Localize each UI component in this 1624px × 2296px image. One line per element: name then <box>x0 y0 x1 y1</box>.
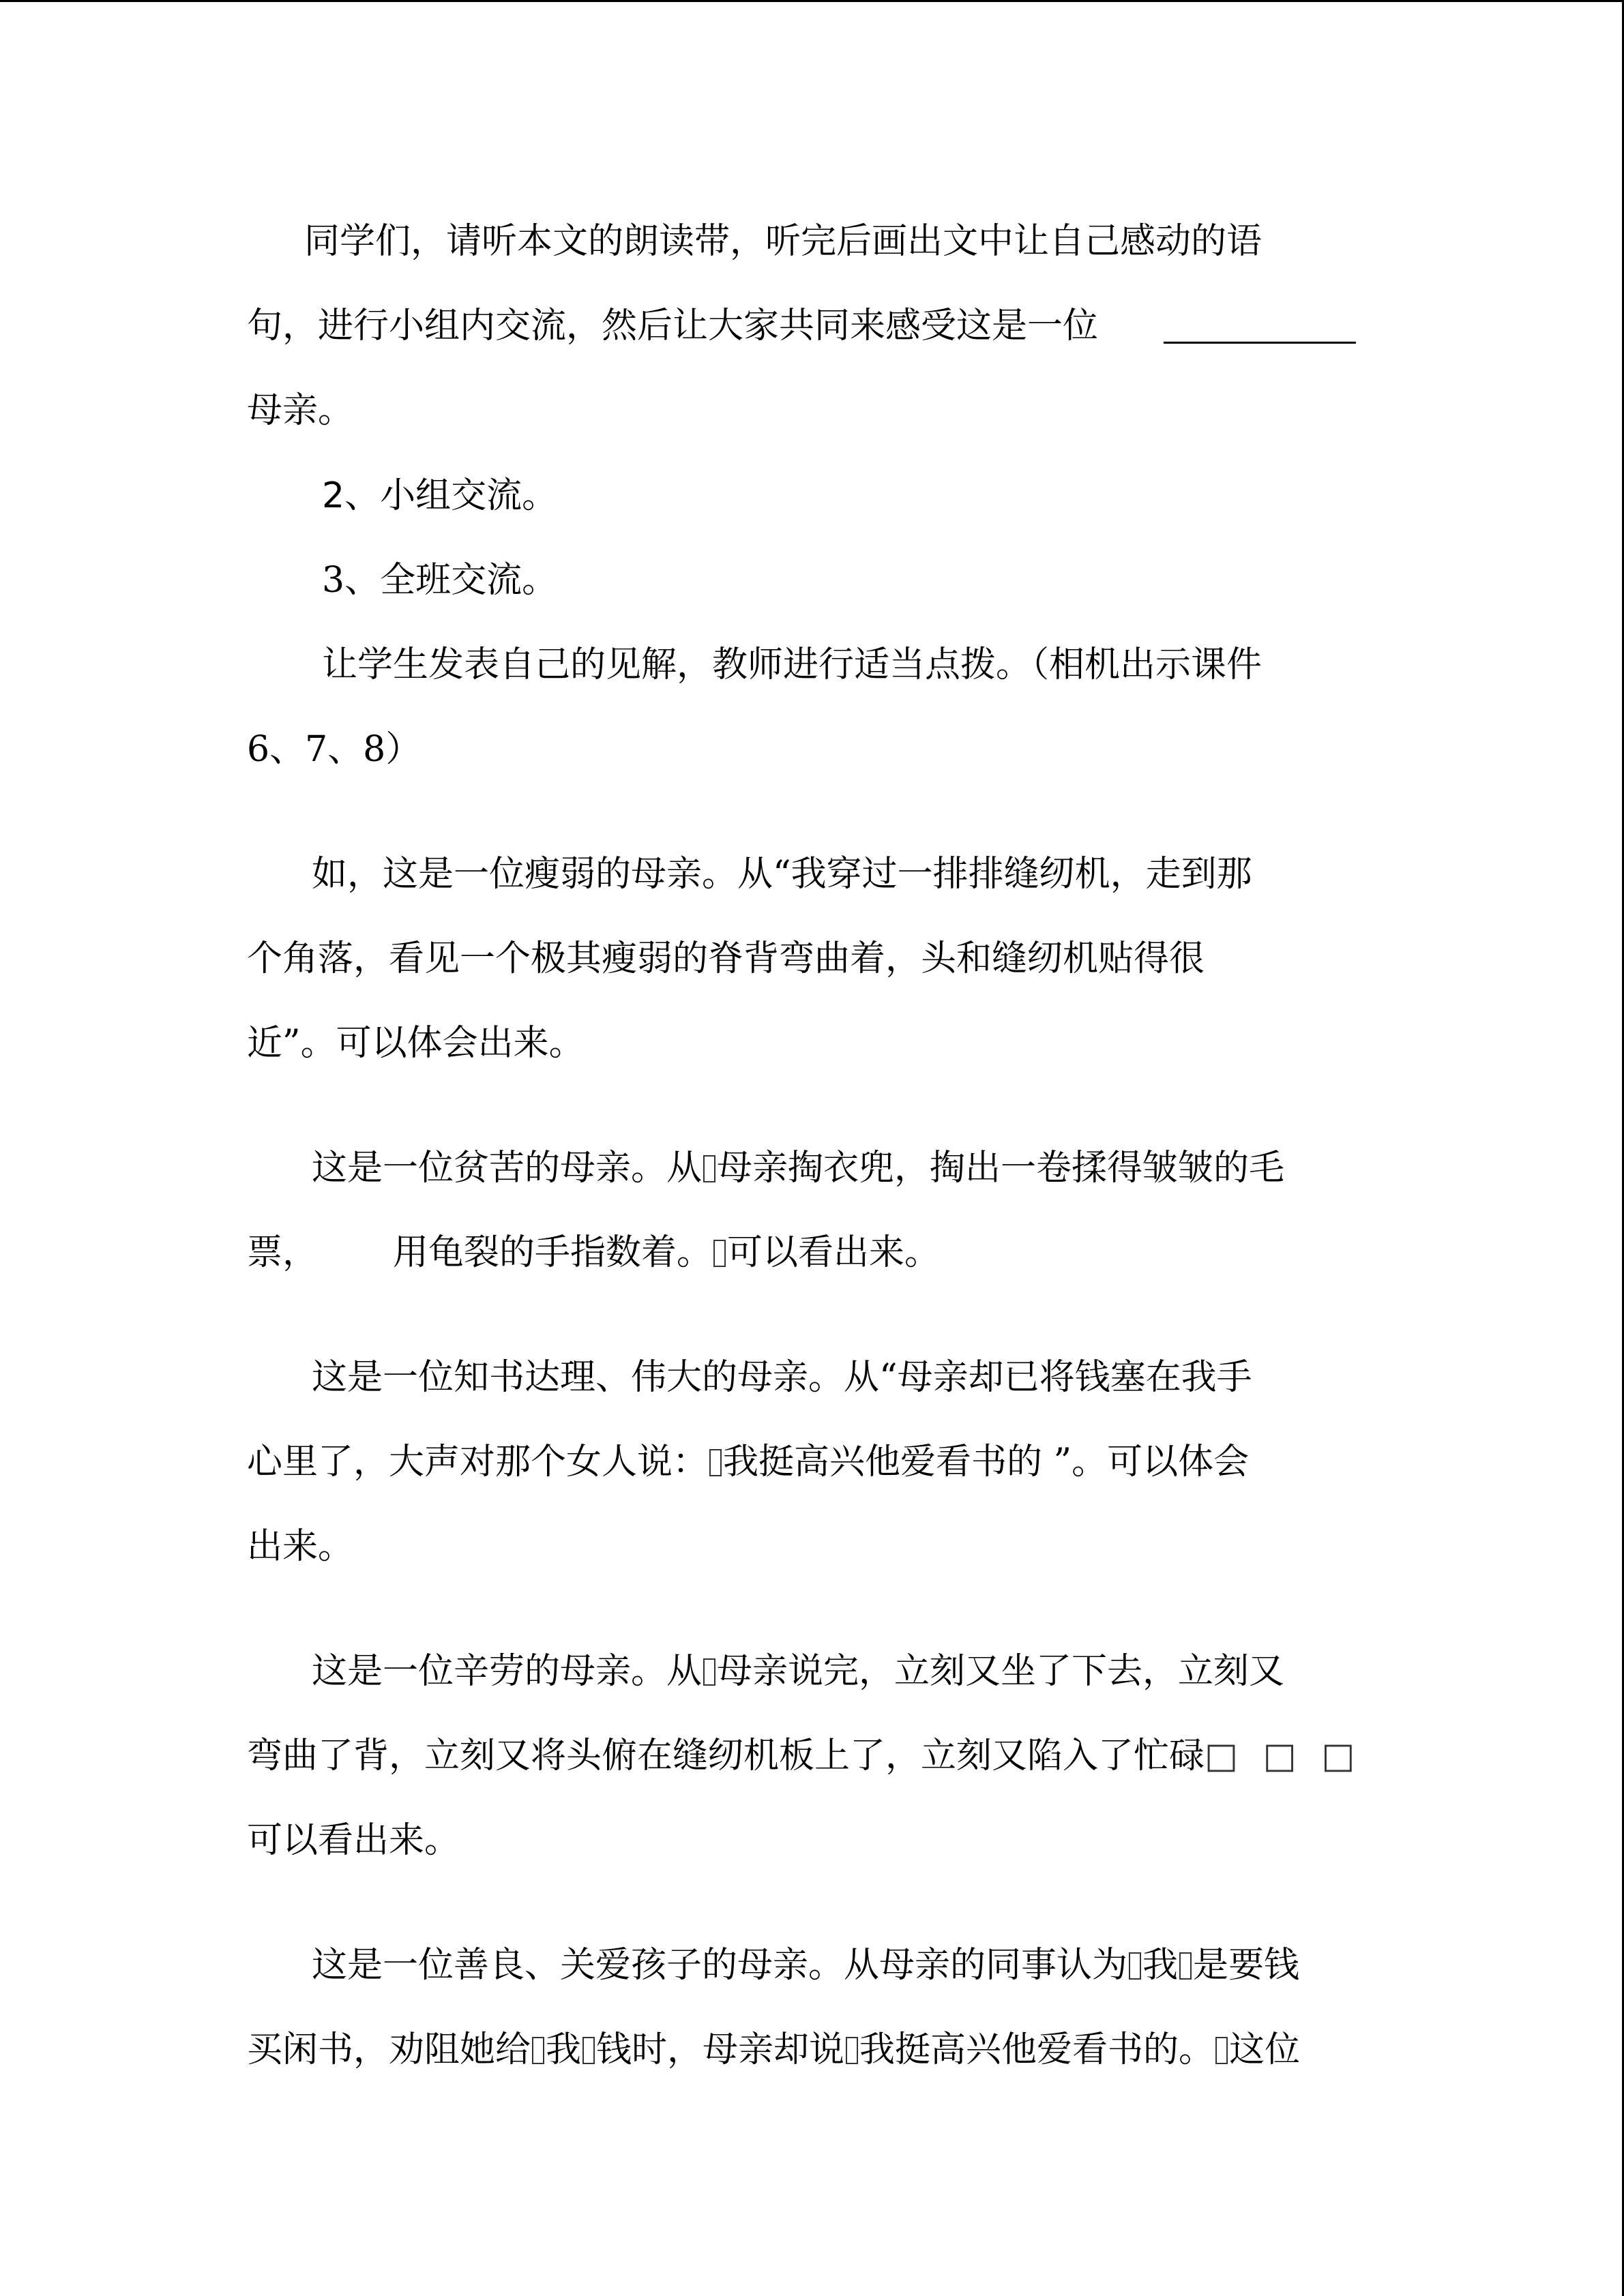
paragraph-kind-mother-line-2: 买闲书，劝阻她给 我 钱时，母亲却说 我挺高兴他爱看书的。 这位 <box>247 2029 1301 2070</box>
paragraph-thin-mother-line-1: 如，这是一位瘦弱的母亲。从“我穿过一排排缝纫机，走到那 <box>312 854 1252 895</box>
missing-glyph-box <box>713 1240 726 1267</box>
paragraph-thin-mother-line-2: 个角落，看见一个极其瘦弱的脊背弯曲着，头和缝纫机贴得很 <box>247 938 1205 979</box>
missing-glyph-box <box>582 2037 595 2064</box>
missing-glyph-box <box>532 2037 544 2064</box>
paragraph-hardworking-mother-line-2: 弯曲了背，立刻又将头俯在缝纫机板上了，立刻又陷入了忙碌□ □ □ <box>247 1735 1362 1776</box>
step-2-heading: 2、小组交流。 <box>322 475 558 516</box>
paragraph-wise-mother-line-3: 出来。 <box>247 1526 354 1567</box>
paragraph-intro-line-2: 句，进行小组内交流，然后让大家共同来感受这是一位 <box>247 305 1099 346</box>
missing-glyph-box <box>709 1449 722 1476</box>
paragraph-hardworking-mother-line-3: 可以看出来。 <box>247 1820 460 1861</box>
missing-glyph-box <box>703 1155 715 1182</box>
paragraph-wise-mother-line-1: 这是一位知书达理、伟大的母亲。从“母亲却已将钱塞在我手 <box>312 1357 1252 1398</box>
page-top-border <box>0 0 1624 2</box>
missing-glyph-boxes: □ □ □ <box>1205 1735 1362 1776</box>
paragraph-wise-mother-line-2: 心里了，大声对那个女人说： 我挺高兴他爱看书的 ”。可以体会 <box>247 1442 1250 1482</box>
missing-glyph-box <box>1179 1952 1192 1980</box>
paragraph-guidance-line-1: 让学生发表自己的见解，教师进行适当点拨。（相机出示课件 <box>322 644 1263 685</box>
paragraph-kind-mother-line-1: 这是一位善良、关爱孩子的母亲。从母亲的同事认为 我 是要钱 <box>312 1945 1300 1986</box>
paragraph-intro-line-3: 母亲。 <box>247 390 354 431</box>
missing-glyph-box <box>1215 2037 1228 2064</box>
paragraph-guidance-line-2: 6、7、8） <box>247 729 422 770</box>
paragraph-intro-line-1: 同学们，请听本文的朗读带，听完后画出文中让自己感动的语 <box>304 221 1263 262</box>
paragraph-poor-mother-line-1: 这是一位贫苦的母亲。从 母亲掏衣兜，掏出一卷揉得皱皱的毛 <box>312 1148 1285 1189</box>
paragraph-hardworking-mother-line-1: 这是一位辛劳的母亲。从 母亲说完，立刻又坐了下去，立刻又 <box>312 1651 1285 1692</box>
paragraph-poor-mother-line-2: 票， 用龟裂的手指数着。 可以看出来。 <box>247 1232 941 1273</box>
paragraph-thin-mother-line-3: 近”。可以体会出来。 <box>247 1023 585 1064</box>
step-3-heading: 3、全班交流。 <box>322 560 558 601</box>
missing-glyph-box <box>1129 1952 1141 1980</box>
fill-in-blank-line <box>1164 342 1356 344</box>
missing-glyph-box <box>703 1658 715 1686</box>
missing-glyph-box <box>846 2037 858 2064</box>
